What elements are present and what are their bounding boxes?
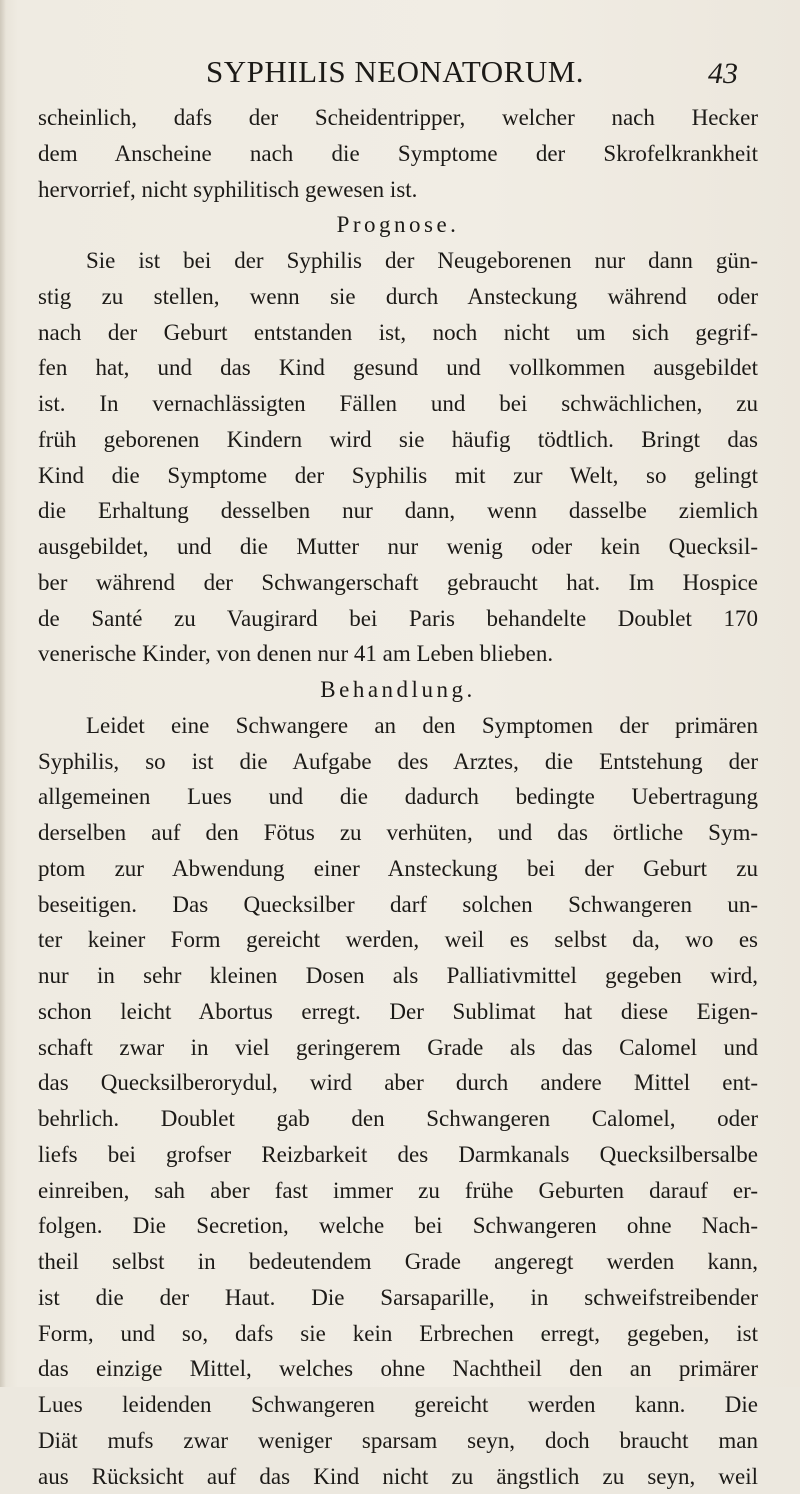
- text-line: ptom zur Abwendung einer Ansteckung bei der Geburt zu: [38, 851, 758, 887]
- text-line: das einzige Mittel, welches ohne Nachtheil den an primärer: [38, 1351, 758, 1387]
- text-line: ter keiner Form gereicht werden, weil es selbst da, wo es: [38, 922, 758, 958]
- text-line: Kind die Symptome der Syphilis mit zur Welt, so gelingt: [38, 458, 758, 494]
- page-gutter-shadow: [0, 0, 6, 1387]
- text-line: schon leicht Abortus erregt. Der Sublimat hat diese Eigen-: [38, 994, 758, 1030]
- text-line: schaft zwar in viel geringerem Grade als das Calomel und: [38, 1030, 758, 1066]
- text-line: früh geborenen Kindern wird sie häufig tödtlich. Bringt das: [38, 422, 758, 458]
- text-line: behrlich. Doublet gab den Schwangeren Calomel, oder: [38, 1101, 758, 1137]
- text-line: allgemeinen Lues und die dadurch bedingte Uebertragung: [38, 779, 758, 815]
- text-line: de Santé zu Vaugirard bei Paris behandelte Doublet 170: [38, 601, 758, 637]
- text-line: Syphilis, so ist die Aufgabe des Arztes, die Entstehung der: [38, 744, 758, 780]
- text-line: ist. In vernachlässigten Fällen und bei schwächlichen, zu: [38, 386, 758, 422]
- text-line: beseitigen. Das Quecksilber darf solchen Schwangeren un-: [38, 887, 758, 923]
- page-header: [0, 52, 800, 92]
- text-line: Sie ist bei der Syphilis der Neugeborenen nur dann gün-: [38, 243, 758, 279]
- text-line: Form, und so, dafs sie kein Erbrechen erregt, gegeben, ist: [38, 1316, 758, 1352]
- text-line: das Quecksilberorydul, wird aber durch andere Mittel ent-: [38, 1065, 758, 1101]
- text-line: derselben auf den Fötus zu verhüten, und das örtliche Sym-: [38, 815, 758, 851]
- text-line: fen hat, und das Kind gesund und vollkommen ausgebildet: [38, 350, 758, 386]
- text-line: einreiben, sah aber fast immer zu frühe Geburten darauf er-: [38, 1173, 758, 1209]
- text-line: Diät mufs zwar weniger sparsam seyn, doch braucht man: [38, 1423, 758, 1459]
- text-line: dem Anscheine nach die Symptome der Skrofelkrankheit: [38, 136, 758, 172]
- text-line: Leidet eine Schwangere an den Symptomen der primären: [38, 708, 758, 744]
- text-line: nach der Geburt entstanden ist, noch nicht um sich gegrif-: [38, 315, 758, 351]
- text-line: ber während der Schwangerschaft gebraucht hat. Im Hospice: [38, 565, 758, 601]
- text-line: scheinlich, dafs der Scheidentripper, welcher nach Hecker: [38, 100, 758, 136]
- text-line: theil selbst in bedeutendem Grade angeregt werden kann,: [38, 1244, 758, 1280]
- text-line: Lues leidenden Schwangeren gereicht werden kann. Die: [38, 1387, 758, 1423]
- text-line: ausgebildet, und die Mutter nur wenig oder kein Quecksil-: [38, 529, 758, 565]
- text-line: hervorrief, nicht syphilitisch gewesen ist.: [38, 172, 758, 208]
- text-line: ist die der Haut. Die Sarsaparille, in schweifstreibender: [38, 1280, 758, 1316]
- running-title: SYPHILIS NEONATORUM.: [206, 52, 584, 92]
- page-number: 43: [708, 54, 738, 94]
- section-heading-behandlung: Behandlung.: [38, 672, 758, 708]
- text-line: liefs bei grofser Reizbarkeit des Darmkanals Quecksilbersalbe: [38, 1137, 758, 1173]
- section-heading-prognose: Prognose.: [38, 207, 758, 243]
- text-line: folgen. Die Secretion, welche bei Schwangeren ohne Nach-: [38, 1208, 758, 1244]
- text-line: aus Rücksicht auf das Kind nicht zu ängstlich zu seyn, weil: [38, 1459, 758, 1494]
- text-line: nur in sehr kleinen Dosen als Palliativmittel gegeben wird,: [38, 958, 758, 994]
- text-line: venerische Kinder, von denen nur 41 am Leben blieben.: [38, 636, 758, 672]
- body-text: [38, 100, 758, 1494]
- text-line: stig zu stellen, wenn sie durch Ansteckung während oder: [38, 279, 758, 315]
- text-line: die Erhaltung desselben nur dann, wenn dasselbe ziemlich: [38, 493, 758, 529]
